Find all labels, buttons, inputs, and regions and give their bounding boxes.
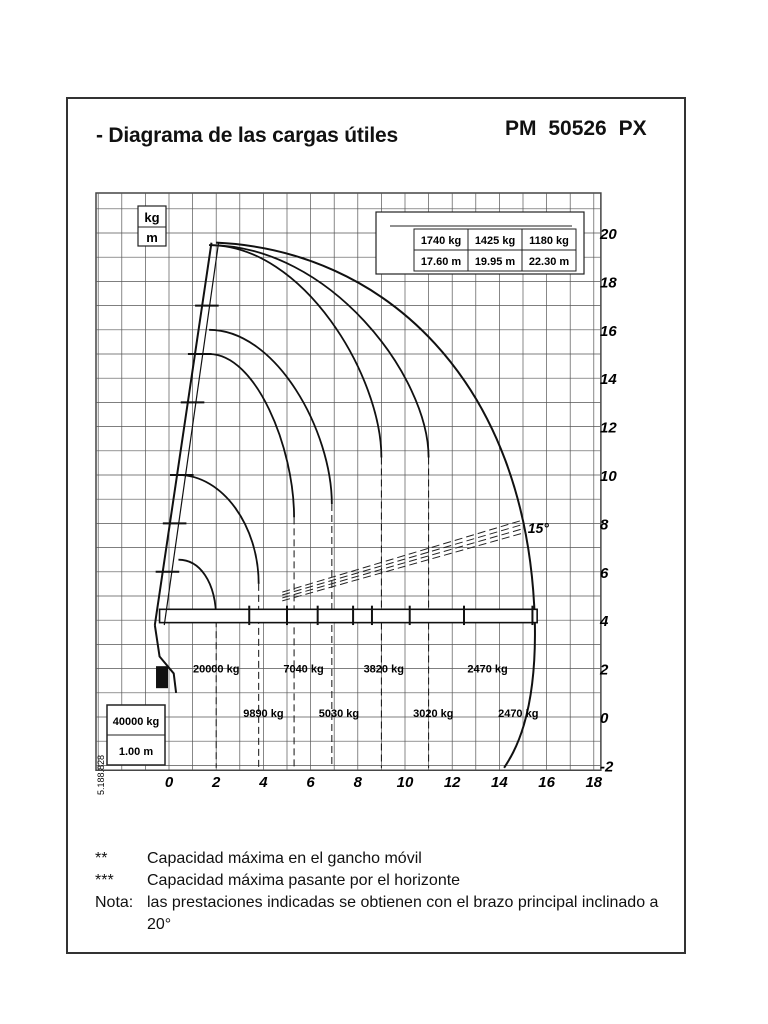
note-key: ** (95, 850, 108, 867)
note-text: las prestaciones indicadas se obtienen con el brazo principal inclinado a 20° (147, 894, 659, 933)
capacity-curve (209, 330, 332, 504)
note-text: Capacidad máxima en el gancho móvil (147, 850, 422, 867)
crane-drawing (155, 243, 537, 693)
jib-reach: 22.30 m (528, 256, 570, 268)
angle-label: 15° (527, 520, 549, 537)
y-tick-label: 4 (600, 613, 609, 631)
note-text: Capacidad máxima pasante por el horizonte (147, 872, 461, 889)
note-row (95, 892, 667, 936)
chart-grid (96, 193, 601, 770)
y-tick-label: 8 (600, 516, 609, 534)
inclined-boom (282, 520, 523, 592)
base-reach: 1.00 m (118, 746, 154, 758)
chart-labels (96, 210, 617, 795)
jib-load: 1425 kg (474, 235, 516, 247)
y-tick-label: -2 (600, 758, 614, 776)
capacity-curve (178, 475, 258, 584)
y-tick-label: 12 (600, 419, 617, 437)
drawing-code: 5.188.828 (96, 754, 106, 795)
crane-base (156, 666, 168, 688)
y-tick-label: 6 (600, 564, 609, 582)
unit-length-label: m (146, 230, 158, 245)
x-tick-label: 18 (585, 774, 603, 791)
y-tick-label: 10 (600, 468, 617, 485)
y-tick-label: 18 (600, 274, 617, 292)
note-row (95, 848, 667, 870)
capacity-curve (209, 245, 381, 457)
load-label: 2470 kg (467, 663, 508, 676)
base-load: 40000 kg (112, 716, 160, 728)
x-tick-label: 8 (353, 774, 362, 791)
inclined-boom (282, 524, 523, 595)
y-tick-label: 14 (600, 371, 617, 389)
y-tick-label: 20 (600, 226, 617, 243)
vertical-boom (155, 243, 212, 625)
load-label: 3820 kg (363, 663, 404, 676)
x-tick-label: 6 (306, 774, 315, 791)
capacity-curve (216, 243, 535, 768)
x-tick-label: 2 (212, 774, 221, 791)
load-label: 7040 kg (283, 663, 324, 676)
x-tick-label: 16 (538, 774, 555, 791)
horizontal-boom (160, 609, 538, 622)
vertical-boom-edge (164, 243, 218, 625)
inclined-boom (282, 529, 523, 598)
load-label: 3020 kg (413, 708, 454, 720)
inclined-boom (282, 533, 523, 601)
jib-reach: 17.60 m (420, 256, 462, 268)
jib-load: 1180 kg (529, 235, 569, 247)
load-label: 20000 kg (192, 663, 240, 676)
capacity-curve (209, 245, 428, 457)
x-tick-label: 0 (164, 774, 174, 791)
note-key: *** (95, 872, 114, 889)
x-tick-label: 10 (396, 774, 414, 791)
note-row (95, 870, 667, 892)
x-tick-label: 4 (259, 774, 268, 791)
note-key: Nota: (95, 894, 134, 911)
page-title: - Diagrama de las cargas útiles (96, 124, 398, 147)
plot-frame (96, 193, 601, 770)
y-tick-label: 2 (600, 661, 609, 679)
notes (95, 848, 667, 936)
y-tick-label: 0 (600, 710, 609, 727)
capacity-curves (178, 243, 535, 768)
unit-load-label: kg (144, 210, 160, 225)
jib-reach: 19.95 m (474, 256, 516, 268)
load-label: 5030 kg (318, 708, 360, 720)
load-label: 2470 kg (498, 708, 539, 720)
jib-load: 1740 kg (420, 235, 462, 247)
x-tick-label: 14 (491, 774, 508, 791)
x-tick-label: 12 (443, 774, 461, 791)
load-label: 9890 kg (243, 708, 284, 720)
y-tick-label: 16 (600, 322, 617, 340)
model-name: PM 50526 PX (505, 117, 647, 140)
